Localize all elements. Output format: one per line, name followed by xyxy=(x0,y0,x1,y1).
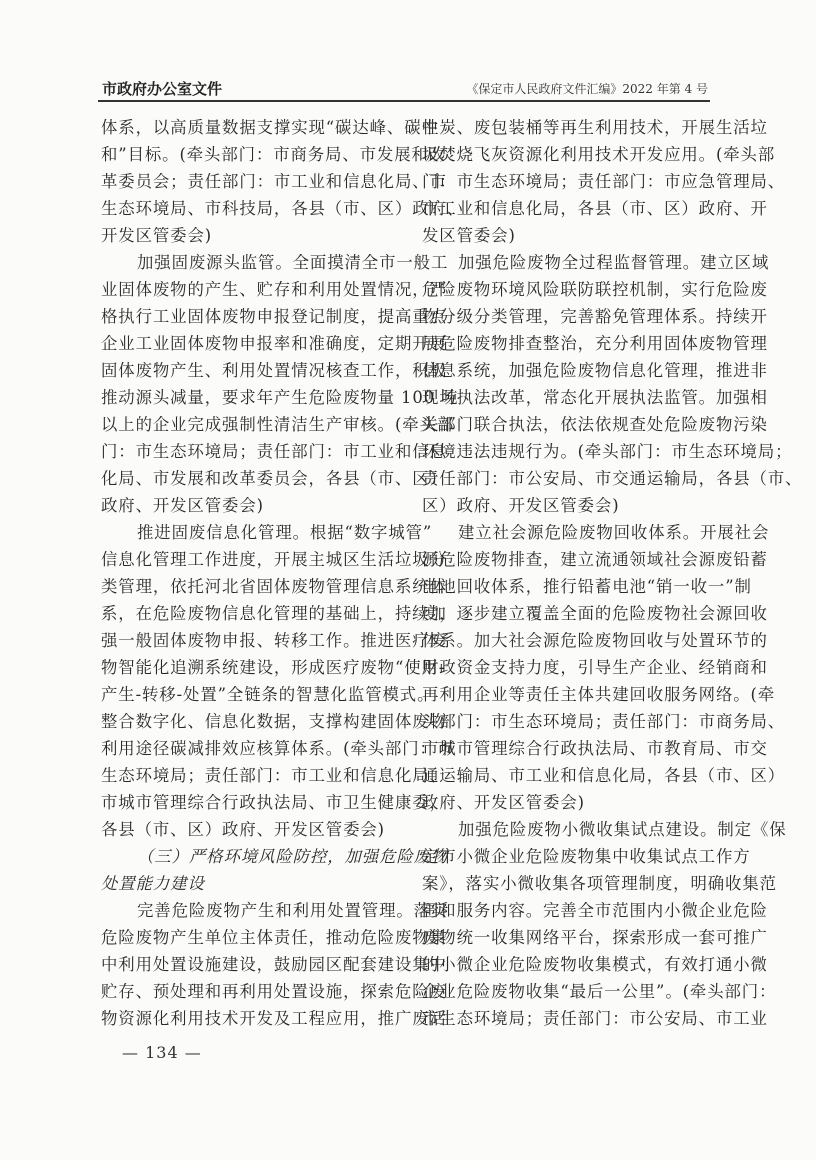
text-line: 开发区管委会) xyxy=(101,226,213,245)
text-line: 案》，落实小微收集各项管理制度，明确收集范 xyxy=(422,874,777,893)
text-line: 推进固废信息化管理。根据“数字城管” xyxy=(137,523,433,542)
text-line: 产生-转移-处置”全链条的智慧化监管模式。 xyxy=(101,685,435,704)
text-line: 财政资金支持力度，引导生产企业、经销商和 xyxy=(422,658,768,677)
text-line: 政府、开发区管委会) xyxy=(422,793,585,812)
text-line: 定市小微企业危险废物集中收集试点工作方 xyxy=(422,847,751,866)
text-line: 市城市管理综合行政执法局、市卫生健康委， xyxy=(101,793,447,812)
text-line: 生态环境局、市科技局，各县（市、区）政府、 xyxy=(101,199,465,218)
text-line: 头部门：市生态环境局；责任部门：市商务局、 xyxy=(422,712,786,731)
text-line: 系，在危险废物信息化管理的基础上，持续加 xyxy=(101,604,447,623)
text-line: 推动源头减量，要求年产生危险废物量 100 吨 xyxy=(101,388,459,407)
text-line: 市城市管理综合行政执法局、市教育局、市交 xyxy=(422,739,768,758)
text-line: 市生态环境局；责任部门：市公安局、市工业 xyxy=(422,1009,768,1028)
text-line: 关部门联合执法，依法依规查处危险废物污染 xyxy=(422,415,768,434)
page-number: — 134 — xyxy=(122,1043,202,1062)
text-line: 展危险废物排查整治，充分利用固体废物管理 xyxy=(422,334,768,353)
text-line: 废物统一收集网络平台，探索形成一套可推广 xyxy=(422,928,768,947)
text-line: 发区管委会) xyxy=(422,226,516,245)
text-line: 现场执法改革，常态化开展执法监管。加强相 xyxy=(422,388,768,407)
left-column xyxy=(101,114,465,1032)
section-heading-line: （三）严格环境风险防控，加强危险废物 xyxy=(137,847,449,866)
page-header xyxy=(98,76,710,102)
text-line: 门：市生态环境局；责任部门：市应急管理局、 xyxy=(422,172,786,191)
text-line: 类管理，依托河北省固体废物管理信息系统体 xyxy=(101,577,447,596)
text-line: 完善危险废物产生和利用处置管理。落实 xyxy=(137,901,449,920)
text-line: 各县（市、区）政府、开发区管委会) xyxy=(101,820,385,839)
text-line: 建立社会源危险废物回收体系。开展社会 xyxy=(458,523,770,542)
text-line: 环境违法违规行为。(牵头部门：市生态环境局； xyxy=(422,442,793,461)
text-line: 危险废物产生单位主体责任，推动危险废物集 xyxy=(101,928,447,947)
text-line: 中利用处置设施建设，鼓励园区配套建设集中 xyxy=(101,955,447,974)
header-section-title: 市政府办公室文件 xyxy=(102,80,223,98)
text-line: 物资源化利用技术开发及工程应用，推广废活 xyxy=(101,1009,447,1028)
text-line: 信息系统，加强危险废物信息化管理，推进非 xyxy=(422,361,768,380)
text-line: 整合数字化、信息化数据，支撑构建固体废物 xyxy=(101,712,447,731)
text-line: 责任部门：市公安局、市交通运输局，各县（市、 xyxy=(422,469,803,488)
text-line: 围和服务内容。完善全市范围内小微企业危险 xyxy=(422,901,768,920)
text-line: 强一般固体废物申报、转移工作。推进医疗废 xyxy=(101,631,447,650)
text-line: 体系。加大社会源危险废物回收与处置环节的 xyxy=(422,631,768,650)
text-line: 源危险废物排查，建立流通领域社会源废铅蓄 xyxy=(422,550,768,569)
text-line: 和”目标。(牵头部门：市商务局、市发展和改 xyxy=(101,145,447,164)
text-line: 的小微企业危险废物收集模式，有效打通小微 xyxy=(422,955,768,974)
header-publication-title: 《保定市人民政府文件汇编》2022 年第 4 号 xyxy=(466,82,708,96)
text-line: 区）政府、开发区管委会) xyxy=(422,496,620,515)
text-line: 政府、开发区管委会) xyxy=(101,496,264,515)
text-line: 贮存、预处理和再利用处置设施，探索危险废 xyxy=(101,982,447,1001)
text-line: 性炭、废包装桶等再生利用技术，开展生活垃 xyxy=(422,118,768,137)
text-line: 企业工业固体废物申报率和准确度，定期开展 xyxy=(101,334,447,353)
text-line: 门：市生态环境局；责任部门：市工业和信息 xyxy=(101,442,447,461)
text-line: 企业危险废物收集“最后一公里”。(牵头部门： xyxy=(422,982,777,1001)
text-line: 体系，以高质量数据支撑实现“碳达峰、碳中 xyxy=(101,118,439,137)
text-line: 加强固废源头监管。全面摸清全市一般工 xyxy=(137,253,449,272)
text-line: 市工业和信息化局，各县（市、区）政府、开 xyxy=(422,199,768,218)
text-line: 利用途径碳减排效应核算体系。(牵头部门：市 xyxy=(101,739,455,758)
text-line: 危险废物环境风险联防联控机制，实行危险废 xyxy=(422,280,768,299)
text-line: 加强危险废物全过程监督管理。建立区域 xyxy=(458,253,770,272)
text-line: 化局、市发展和改革委员会，各县（市、区） xyxy=(101,469,447,488)
text-line: 圾焚烧飞灰资源化利用技术开发应用。(牵头部 xyxy=(422,145,776,164)
text-line: 业固体废物的产生、贮存和利用处置情况，严 xyxy=(101,280,447,299)
text-line: 格执行工业固体废物申报登记制度，提高重点 xyxy=(101,307,447,326)
text-line: 加强危险废物小微收集试点建设。制定《保 xyxy=(458,820,787,839)
text-line: 电池回收体系，推行铅蓄电池“销一收一”制 xyxy=(422,577,752,596)
section-heading-line: 处置能力建设 xyxy=(101,874,205,893)
text-line: 再利用企业等责任主体共建回收服务网络。(牵 xyxy=(422,685,776,704)
text-line: 通运输局、市工业和信息化局，各县（市、区） xyxy=(422,766,786,785)
text-line: 以上的企业完成强制性清洁生产审核。(牵头部 xyxy=(101,415,455,434)
text-line: 信息化管理工作进度，开展主城区生活垃圾分 xyxy=(101,550,447,569)
right-column xyxy=(422,114,803,1032)
text-line: 度，逐步建立覆盖全面的危险废物社会源回收 xyxy=(422,604,768,623)
text-line: 革委员会；责任部门：市工业和信息化局、市 xyxy=(101,172,447,191)
text-line: 生态环境局；责任部门：市工业和信息化局、 xyxy=(101,766,447,785)
text-line: 固体废物产生、利用处置情况核查工作，积极 xyxy=(101,361,447,380)
text-line: 物智能化追溯系统建设，形成医疗废物“使用- xyxy=(101,658,446,677)
text-line: 物分级分类管理，完善豁免管理体系。持续开 xyxy=(422,307,768,326)
